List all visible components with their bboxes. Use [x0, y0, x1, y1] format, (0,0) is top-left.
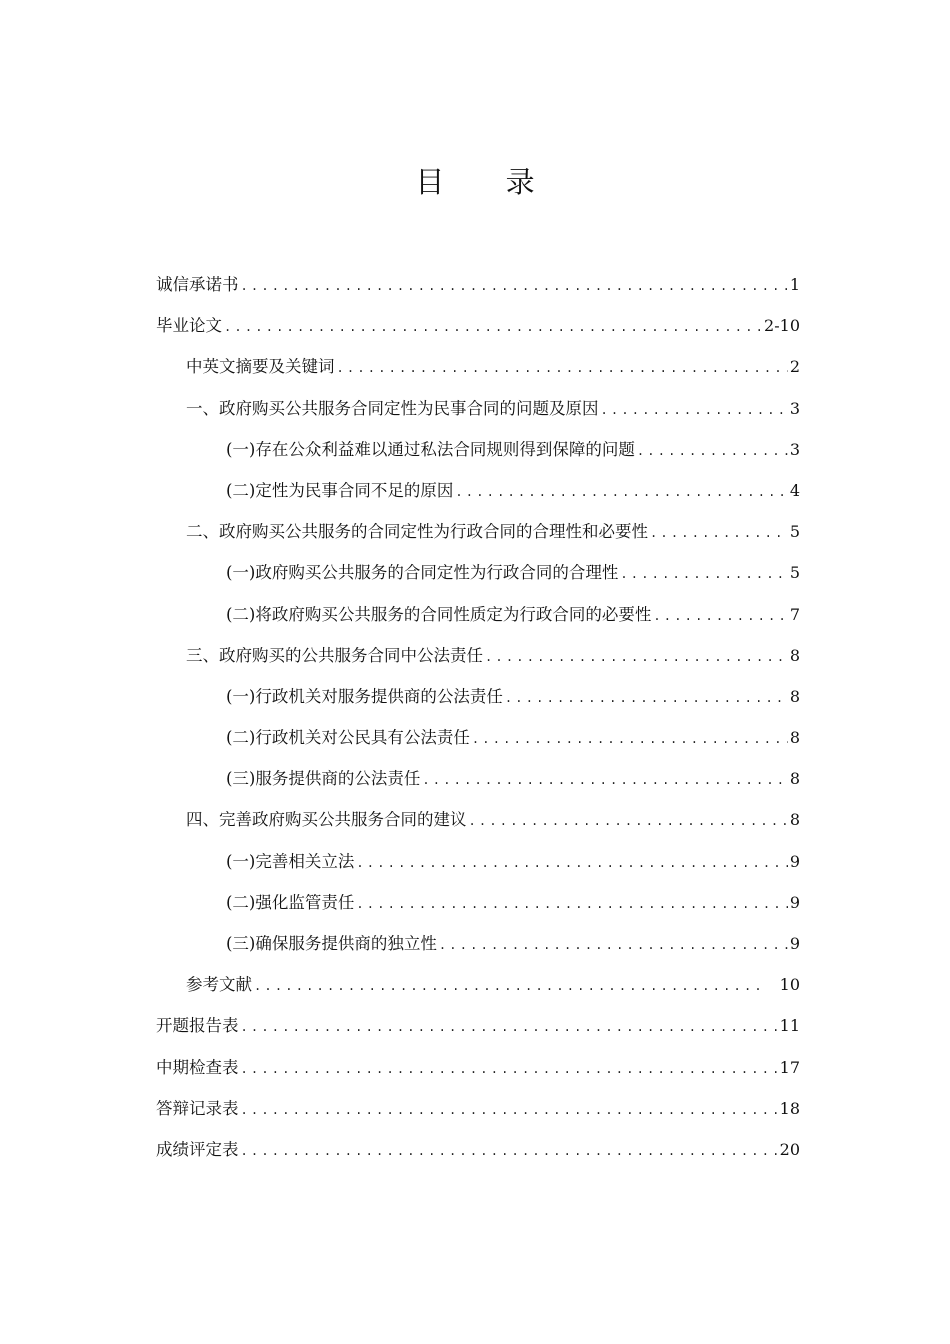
- toc-entry-page: 9: [789, 892, 800, 912]
- toc-dot-leader: [455, 472, 787, 513]
- toc-entry-page: 9: [789, 934, 800, 953]
- toc-entry-title: (二)行政机关对公民具有公法责任: [226, 728, 470, 748]
- toc-entry-title: (三)服务提供商的公法责任: [226, 769, 421, 789]
- toc-entry[interactable]: [156, 388, 800, 429]
- toc-entry[interactable]: [156, 305, 800, 346]
- toc-entry-title: (一)完善相关立法: [226, 851, 355, 871]
- toc-entry[interactable]: [156, 594, 800, 635]
- page-title: 目 录: [415, 165, 561, 199]
- toc-entry-page: 11: [779, 1016, 800, 1036]
- toc-entry-page: 18: [779, 1098, 800, 1118]
- toc-dot-leader: [472, 719, 788, 760]
- toc-dot-leader: [422, 760, 787, 801]
- toc-entry-title: 成绩评定表: [156, 1139, 239, 1159]
- toc-entry[interactable]: [156, 1005, 800, 1046]
- toc-entry-page: 8: [789, 810, 800, 830]
- toc-dot-leader: [469, 801, 788, 842]
- table-of-contents: [156, 264, 800, 1170]
- toc-entry-page: 9: [789, 851, 800, 871]
- toc-entry[interactable]: [156, 1129, 800, 1170]
- toc-dot-leader: [601, 390, 788, 431]
- toc-entry-title: 答辩记录表: [156, 1098, 239, 1118]
- toc-entry[interactable]: [156, 882, 800, 923]
- toc-entry-page: 8: [789, 645, 800, 665]
- toc-dot-leader: [650, 513, 788, 554]
- toc-entry-title: (二)强化监管责任: [226, 892, 355, 912]
- toc-dot-leader: [356, 884, 787, 925]
- toc-dot-leader: [241, 1049, 778, 1090]
- toc-dot-leader: [337, 348, 788, 389]
- toc-dot-leader: [224, 307, 762, 348]
- toc-entry[interactable]: [156, 676, 800, 717]
- toc-entry-title: (二)定性为民事合同不足的原因: [226, 480, 454, 500]
- toc-entry[interactable]: [156, 841, 800, 882]
- toc-entry[interactable]: [156, 964, 800, 1005]
- toc-entry-page: 5: [789, 522, 800, 542]
- toc-entry-page: 8: [789, 686, 800, 706]
- toc-entry-page: 20: [779, 1139, 800, 1159]
- toc-dot-leader: [241, 266, 788, 307]
- toc-entry[interactable]: [156, 470, 800, 511]
- toc-entry-title: (三)确保服务提供商的独立性: [226, 934, 437, 953]
- toc-dot-leader: [439, 925, 788, 966]
- toc-dot-leader: [241, 1090, 778, 1131]
- toc-entry-page: 3: [789, 398, 800, 418]
- toc-entry-page: 2: [789, 357, 800, 377]
- toc-entry-title: 中英文摘要及关键词: [186, 357, 335, 377]
- toc-entry-page: 7: [789, 604, 800, 624]
- toc-dot-leader: [241, 1131, 778, 1172]
- toc-entry[interactable]: [156, 264, 800, 305]
- toc-entry-title: 诚信承诺书: [156, 275, 239, 294]
- toc-entry-page: 3: [789, 439, 800, 459]
- toc-entry[interactable]: [156, 635, 800, 676]
- toc-entry-page: 17: [779, 1057, 800, 1077]
- toc-entry-title: (二)将政府购买公共服务的合同性质定为行政合同的必要性: [226, 604, 652, 624]
- toc-entry-page: 5: [789, 563, 800, 583]
- toc-entry-title: (一)存在公众利益难以通过私法合同规则得到保障的问题: [226, 439, 635, 459]
- toc-entry-page: 10: [779, 975, 800, 995]
- toc-entry-title: (一)政府购买公共服务的合同定性为行政合同的合理性: [226, 563, 619, 583]
- toc-entry-title: 三、政府购买的公共服务合同中公法责任: [186, 645, 483, 665]
- toc-dot-leader: [254, 966, 764, 1007]
- toc-entry[interactable]: [156, 923, 800, 964]
- toc-entry[interactable]: [156, 799, 800, 840]
- toc-entry[interactable]: [156, 429, 800, 470]
- toc-entry[interactable]: [156, 552, 800, 593]
- toc-entry-title: 一、政府购买公共服务合同定性为民事合同的问题及原因: [186, 398, 599, 418]
- toc-entry-page: 8: [789, 728, 800, 748]
- toc-entry-page: 8: [789, 769, 800, 789]
- toc-entry[interactable]: [156, 717, 800, 758]
- toc-dot-leader: [485, 637, 788, 678]
- toc-dot-leader: [620, 554, 787, 595]
- toc-entry[interactable]: [156, 1047, 800, 1088]
- toc-entry[interactable]: [156, 511, 800, 552]
- toc-entry-title: 四、完善政府购买公共服务合同的建议: [186, 810, 467, 830]
- toc-entry[interactable]: [156, 758, 800, 799]
- toc-dot-leader: [653, 596, 787, 637]
- toc-entry-title: 中期检查表: [156, 1057, 239, 1077]
- toc-entry-title: (一)行政机关对服务提供商的公法责任: [226, 686, 503, 706]
- toc-entry-page: 1: [789, 275, 800, 294]
- toc-entry-title: 参考文献: [186, 975, 252, 995]
- toc-entry-page: 4: [789, 480, 800, 500]
- toc-entry[interactable]: [156, 1088, 800, 1129]
- toc-dot-leader: [505, 678, 788, 719]
- toc-dot-leader: [637, 431, 788, 472]
- toc-dot-leader: [356, 843, 787, 884]
- toc-entry-title: 开题报告表: [156, 1016, 239, 1036]
- toc-entry-title: 二、政府购买公共服务的合同定性为行政合同的合理性和必要性: [186, 522, 648, 542]
- toc-entry-page: 2-10: [764, 316, 800, 336]
- toc-entry-title: 毕业论文: [156, 316, 222, 336]
- toc-entry[interactable]: [156, 346, 800, 387]
- toc-dot-leader: [241, 1007, 778, 1048]
